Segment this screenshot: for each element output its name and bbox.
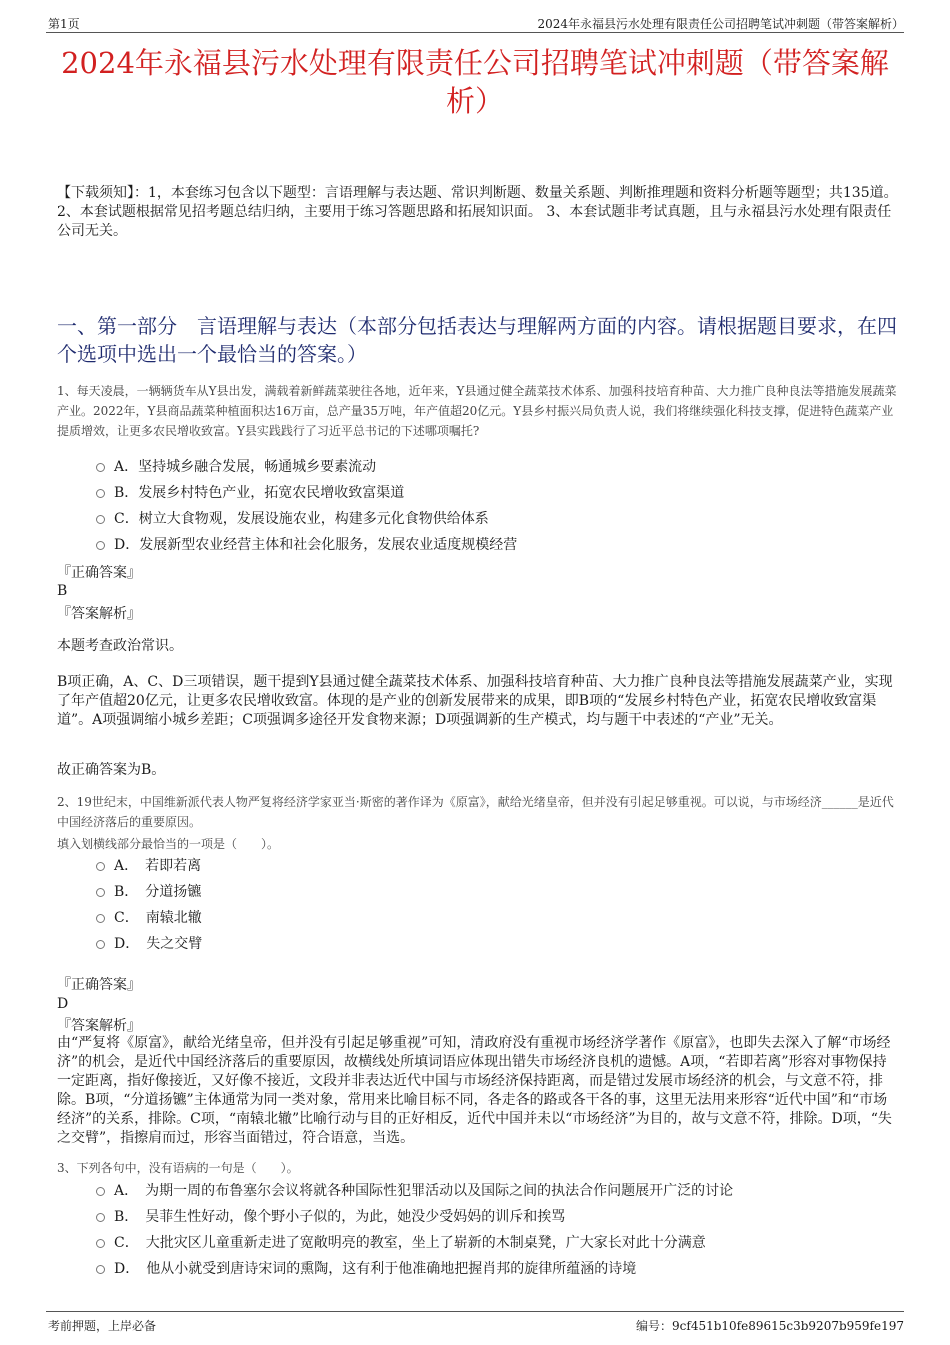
- radio-icon[interactable]: [96, 1213, 105, 1222]
- radio-icon[interactable]: [96, 541, 105, 550]
- radio-icon[interactable]: [96, 489, 105, 498]
- section-heading: 一、第一部分 言语理解与表达（本部分包括表达与理解两方面的内容。请根据题目要求，在四个选项中选出一个最恰当的答案。）: [57, 314, 897, 366]
- option-label: C． 南辕北辙: [114, 910, 202, 926]
- footer-code: [636, 1317, 904, 1334]
- radio-icon[interactable]: [96, 914, 105, 923]
- q3-option-d[interactable]: [96, 1256, 733, 1282]
- radio-icon[interactable]: [96, 940, 105, 949]
- question-1-options: [96, 454, 517, 558]
- option-label: C． 大批灾区儿童重新走进了宽敞明亮的教室，坐上了崭新的木制桌凳，广大家长对此十分满意: [114, 1235, 706, 1251]
- q1-analysis-conclusion: 故正确答案为B。: [57, 762, 166, 778]
- q1-analysis-label: 『答案解析』: [57, 606, 141, 622]
- radio-icon[interactable]: [96, 515, 105, 524]
- radio-icon[interactable]: [96, 1187, 105, 1196]
- option-label: D．发展新型农业经营主体和社会化服务，发展农业适度规模经营: [114, 537, 518, 553]
- option-label: A． 为期一周的布鲁塞尔会议将就各种国际性犯罪活动以及国际之间的执法合作问题展开广泛的讨论: [114, 1183, 734, 1199]
- page-number: 第1页: [48, 17, 80, 31]
- option-label: C．树立大食物观，发展设施农业，构建多元化食物供给体系: [114, 511, 489, 527]
- q2-analysis: 由“严复将《原富》，献给光绪皇帝，但并没有引起足够重视”可知，清政府没有重视市场经济学著作《原富》，也即失去深入了解“市场经济”的机会，是近代中国经济落后的重要原因，故横线处所填词语应体现出错失市场经济良机的遗憾。A项，“若即若离”形容对事物保持一定距离，指好像接近，又好像不接近，文段并非表达近代中国与市场经济保持距离，而是错过发展市场经济的机会，与文意不符，排除。B项，“分道扬镳”主体通常为同一类对象，常用来比喻目标不同，各走各的路或各干各的事，这里无法用来形容“近代中国”和“市场经济”的关系，排除。C项，“南辕北辙”比喻行动与目的正好相反，近代中国并未以“市场经济”为目的，故与文意不符，排除。D项，“失之交臂”，指擦肩而过，形容当面错过，符合语意，当选。: [57, 1035, 892, 1146]
- option-label: B．发展乡村特色产业，拓宽农民增收致富渠道: [114, 485, 405, 501]
- question-2-stem: 2、19世纪末，中国维新派代表人物严复将经济学家亚当·斯密的著作译为《原富》，献给光绪皇帝，但并没有引起足够重视。可以说，与市场经济______是近代中国经济落后的重要原因。: [57, 795, 894, 829]
- option-label: B． 吴菲生性好动，像个野小子似的，为此，她没少受妈妈的训斥和挨骂: [114, 1209, 566, 1225]
- q1-option-d[interactable]: [96, 532, 517, 558]
- radio-icon[interactable]: [96, 463, 105, 472]
- q2-option-b[interactable]: [96, 879, 202, 905]
- q3-option-b[interactable]: [96, 1204, 733, 1230]
- q2-answer: D: [57, 996, 69, 1012]
- page-footer: [46, 1311, 904, 1336]
- option-label: A．坚持城乡融合发展，畅通城乡要素流动: [114, 459, 377, 475]
- q2-analysis-label: 『答案解析』: [57, 1018, 141, 1034]
- q2-option-d[interactable]: [96, 931, 202, 957]
- footer-code-value: 9cf451b10fe89615c3b9207b959fe197: [672, 1319, 904, 1333]
- q3-option-a[interactable]: [96, 1178, 733, 1204]
- option-label: A． 若即若离: [114, 858, 202, 874]
- page-header: [46, 12, 904, 33]
- q2-option-a[interactable]: [96, 853, 202, 879]
- question-2-options: [96, 853, 202, 957]
- option-label: D． 失之交臂: [114, 936, 203, 952]
- q1-option-c[interactable]: [96, 506, 517, 532]
- footer-slogan: 考前押题，上岸必备: [48, 1319, 157, 1333]
- q1-analysis-body: B项正确，A、C、D三项错误，题干提到Y县通过健全蔬菜技术体系、加强科技培育种苗、大力推广良种良法等措施发展蔬菜产业，实现了年产值超20亿元，让更多农民增收致富。体现的是产业的创新发展带来的成果，即B项的“发展乡村特色产业，拓宽农民增收致富渠道”。A项强调缩小城乡差距；C项强调多途径开发食物来源；D项强调新的生产模式，均与题干中表述的“产业”无关。: [57, 674, 893, 728]
- radio-icon[interactable]: [96, 1239, 105, 1248]
- radio-icon[interactable]: [96, 1265, 105, 1274]
- q2-answer-label: 『正确答案』: [57, 977, 141, 993]
- q1-option-b[interactable]: [96, 480, 517, 506]
- q1-option-a[interactable]: [96, 454, 517, 480]
- question-3-options: [96, 1178, 733, 1282]
- download-notice: 【下载须知】：1，本套练习包含以下题型：言语理解与表达题、常识判断题、数量关系题、判断推理题和资料分析题等题型；共135道。 2、本套试题根据常见招考题总结归纳，主要用于练习答题思路和拓展知识面。 3、本套试题非考试真题，且与永福县污水处理有限责任公司无关。: [57, 185, 898, 239]
- question-1-stem: 1、每天凌晨，一辆辆货车从Y县出发，满载着新鲜蔬菜驶往各地，近年来，Y县通过健全蔬菜技术体系、加强科技培育种苗、大力推广良种良法等措施发展蔬菜产业。2022年，Y县商品蔬菜种植面积达16万亩，总产量35万吨，年产值超20亿元。Y县乡村振兴局负责人说，我们将继续强化科技支撑，促进特色蔬菜产业提质增效，让更多农民增收致富。Y县实践践行了习近平总书记的下述哪项嘱托?: [57, 384, 897, 438]
- q2-option-c[interactable]: [96, 905, 202, 931]
- q1-analysis-intro: 本题考查政治常识。: [57, 638, 183, 654]
- option-label: D． 他从小就受到唐诗宋词的熏陶，这有利于他准确地把握肖邦的旋律所蕴涵的诗境: [114, 1261, 637, 1277]
- radio-icon[interactable]: [96, 888, 105, 897]
- question-2-instruction: 填入划横线部分最恰当的一项是（ ）。: [57, 837, 280, 851]
- option-label: B． 分道扬镳: [114, 884, 202, 900]
- footer-code-label: 编号：: [636, 1319, 673, 1333]
- document-title: 2024年永福县污水处理有限责任公司招聘笔试冲刺题（带答案解析）: [61, 46, 889, 118]
- question-3-stem: 3、下列各句中，没有语病的一句是（ ）。: [57, 1161, 299, 1175]
- header-doc-title: 2024年永福县污水处理有限责任公司招聘笔试冲刺题（带答案解析）: [537, 17, 904, 31]
- q3-option-c[interactable]: [96, 1230, 733, 1256]
- q1-answer: B: [57, 583, 68, 599]
- radio-icon[interactable]: [96, 862, 105, 871]
- q1-answer-label: 『正确答案』: [57, 565, 141, 581]
